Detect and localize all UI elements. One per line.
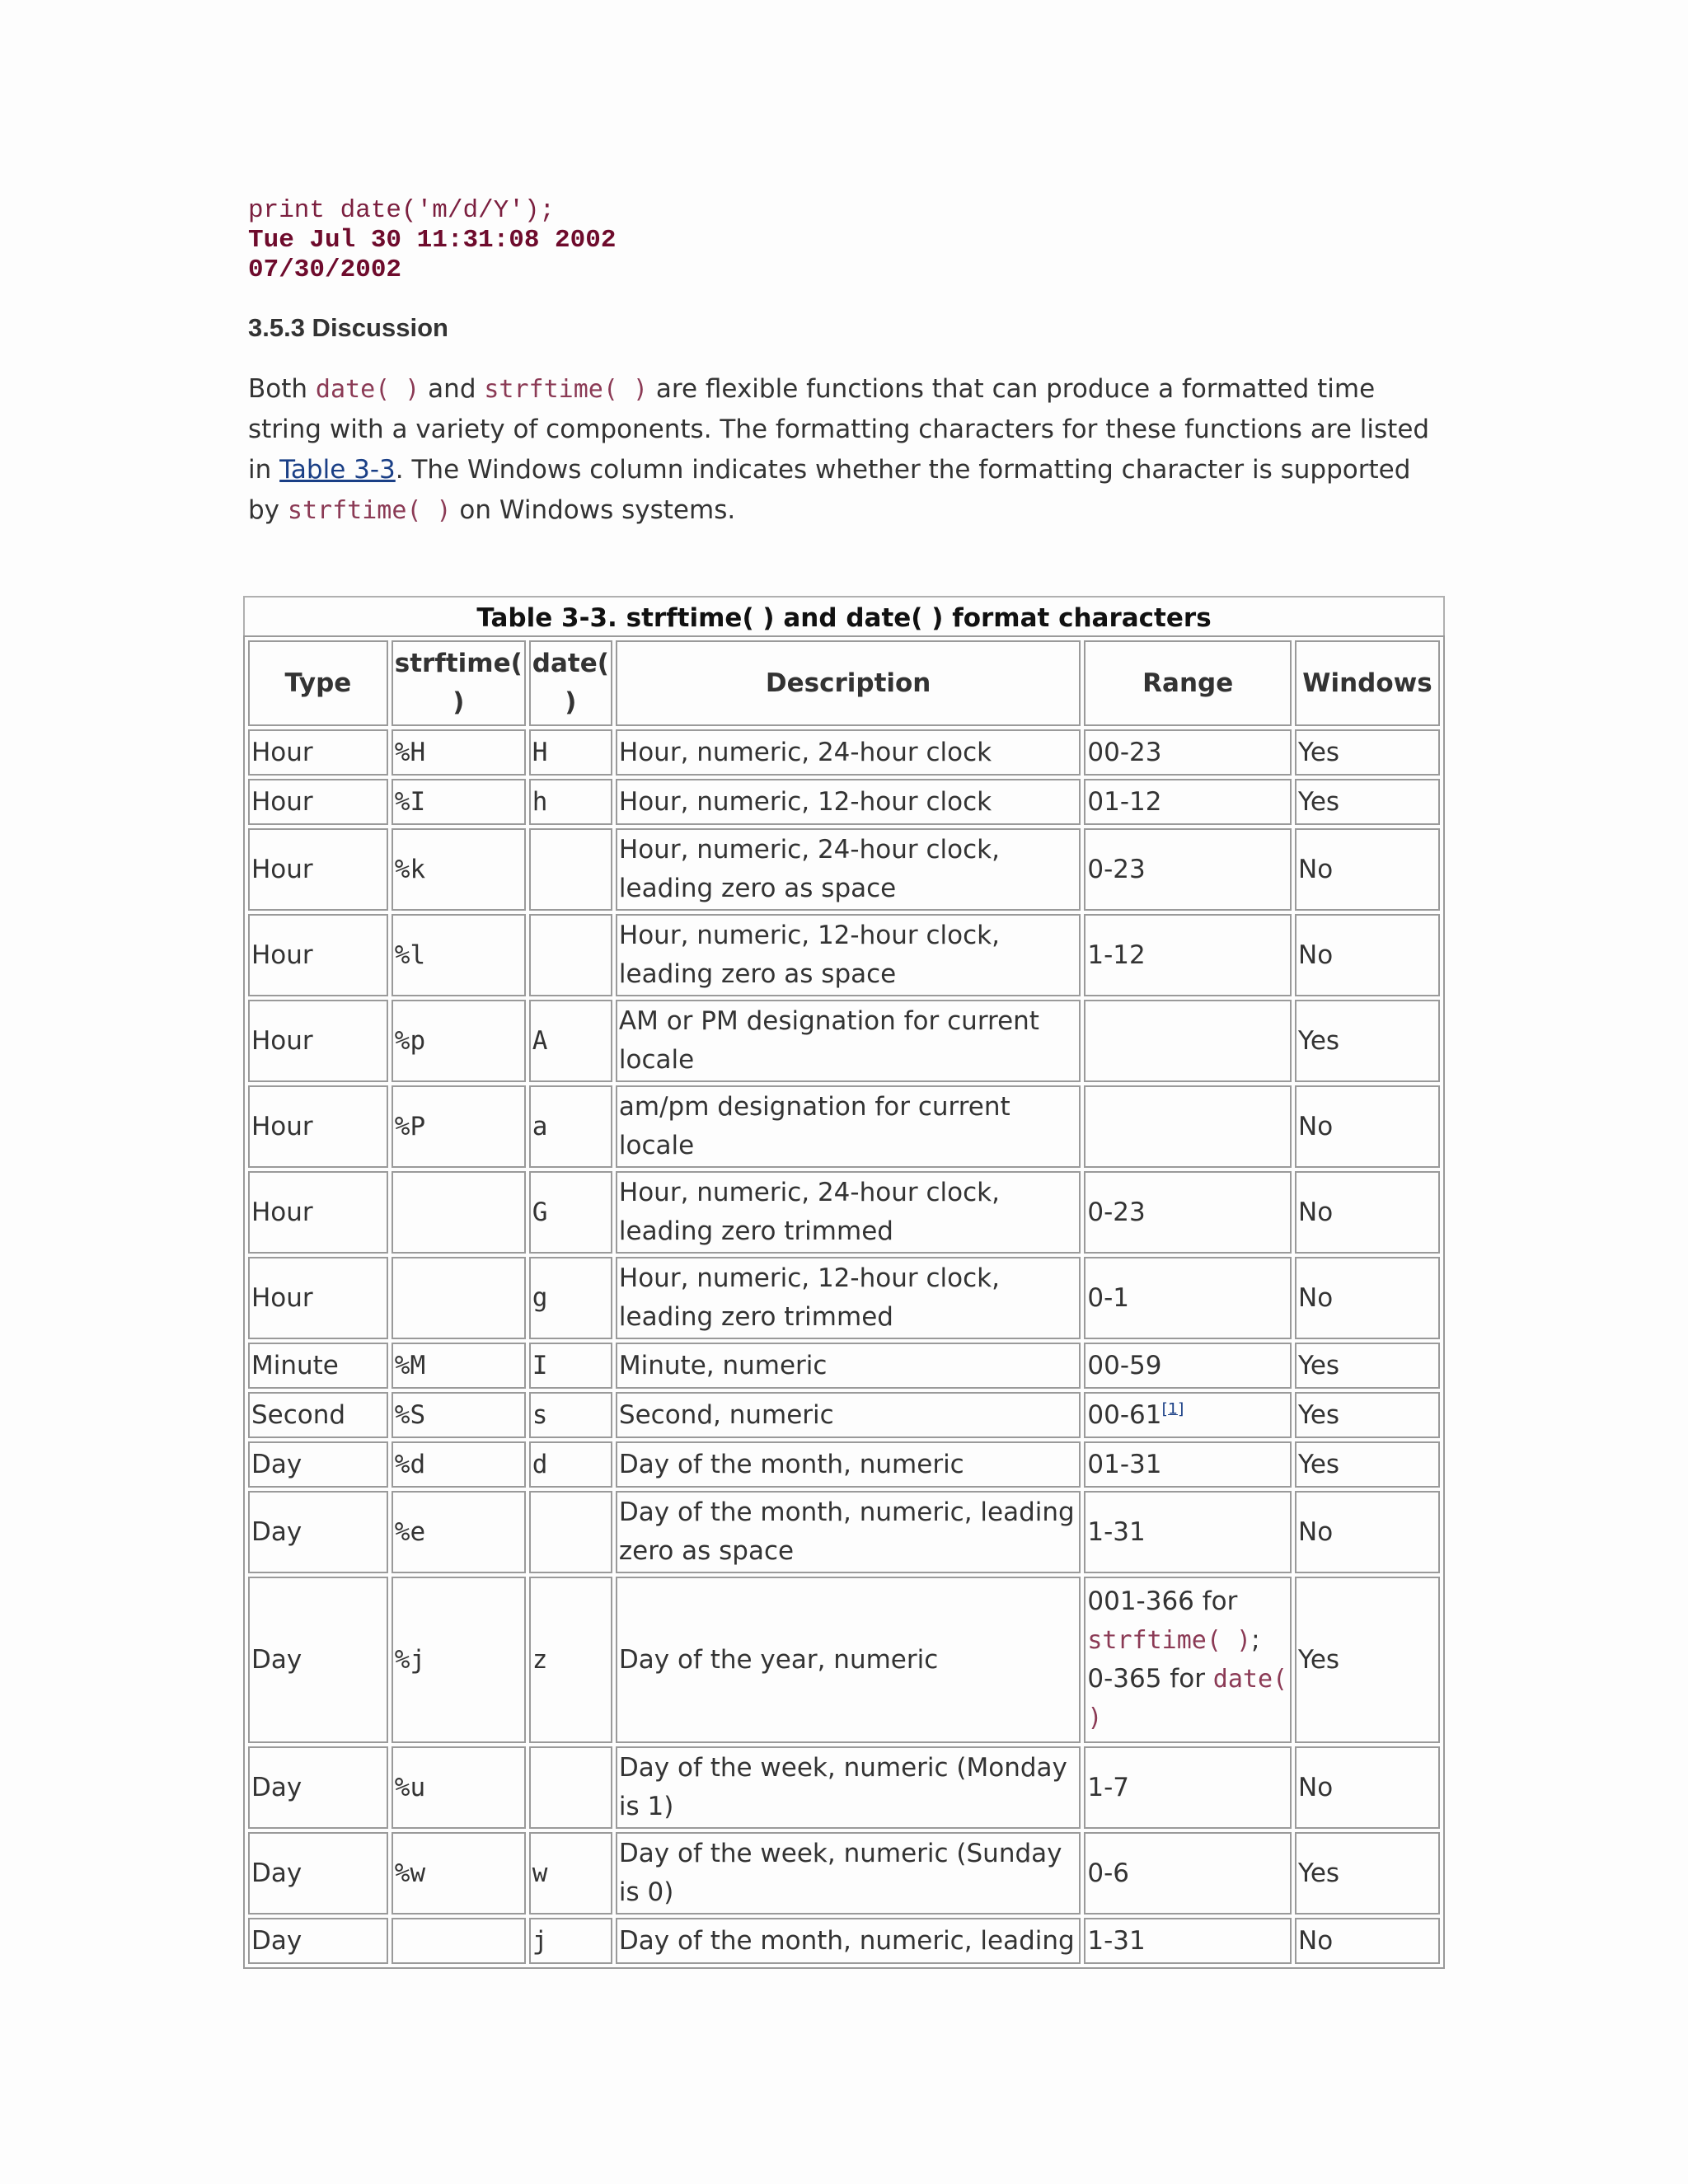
- paragraph-text: and: [420, 374, 485, 404]
- cell-range: [1084, 1746, 1292, 1829]
- cell-strftime: %H: [392, 729, 526, 776]
- cell-range: [1084, 914, 1292, 996]
- range-text: 0-6: [1087, 1858, 1130, 1888]
- cell-type: Day: [248, 1746, 388, 1829]
- paragraph-text: on Windows systems.: [451, 495, 736, 525]
- cell-windows: No: [1295, 1171, 1440, 1254]
- table-row: [248, 1000, 1440, 1082]
- cell-strftime: %M: [392, 1343, 526, 1389]
- table-reference-link[interactable]: Table 3-3: [279, 455, 396, 485]
- cell-type: Hour: [248, 914, 388, 996]
- cell-strftime: %p: [392, 1000, 526, 1082]
- cell-windows: No: [1295, 1918, 1440, 1964]
- table-row: [248, 1343, 1440, 1389]
- cell-description: Hour, numeric, 24-hour clock: [616, 729, 1081, 776]
- inline-code: date( ): [1087, 1665, 1288, 1732]
- footnote-marker: [1161, 1399, 1184, 1418]
- cell-type: Hour: [248, 1000, 388, 1082]
- column-header-date: date( ): [529, 640, 612, 726]
- column-header-strftime: strftime( ): [392, 640, 526, 726]
- range-text: ;: [1251, 1625, 1260, 1655]
- cell-windows: Yes: [1295, 1577, 1440, 1743]
- table-row: [248, 1577, 1440, 1743]
- cell-type: Day: [248, 1577, 388, 1743]
- range-text: 1-31: [1087, 1925, 1146, 1956]
- cell-windows: No: [1295, 914, 1440, 996]
- cell-strftime: %l: [392, 914, 526, 996]
- footnote-link[interactable]: [1]: [1161, 1399, 1184, 1418]
- cell-strftime: %P: [392, 1085, 526, 1168]
- inline-code: date( ): [315, 375, 420, 404]
- cell-description: Second, numeric: [616, 1392, 1081, 1438]
- cell-date: [529, 914, 612, 996]
- cell-windows: Yes: [1295, 1000, 1440, 1082]
- discussion-paragraph: [248, 369, 1443, 531]
- cell-date: [529, 1491, 612, 1573]
- range-text: 00-61: [1087, 1399, 1162, 1430]
- cell-type: Day: [248, 1832, 388, 1915]
- cell-windows: No: [1295, 1491, 1440, 1573]
- cell-description: Hour, numeric, 24-hour clock, leading zero as space: [616, 828, 1081, 911]
- cell-range: [1084, 1392, 1292, 1438]
- cell-strftime: %j: [392, 1577, 526, 1743]
- cell-date: g: [529, 1257, 612, 1339]
- table-row: [248, 779, 1440, 825]
- cell-windows: Yes: [1295, 1441, 1440, 1488]
- range-text: 0-365 for: [1087, 1664, 1213, 1694]
- cell-type: Hour: [248, 1085, 388, 1168]
- cell-range: [1084, 1171, 1292, 1254]
- range-text: 0-23: [1087, 1197, 1146, 1227]
- cell-type: Day: [248, 1918, 388, 1964]
- cell-type: Hour: [248, 1171, 388, 1254]
- cell-range: [1084, 729, 1292, 776]
- table-row: [248, 914, 1440, 996]
- table-row: [248, 1392, 1440, 1438]
- table-caption: Table 3-3. strftime( ) and date( ) format characters: [243, 596, 1445, 635]
- cell-strftime: %d: [392, 1441, 526, 1488]
- range-text: 01-31: [1087, 1449, 1162, 1479]
- cell-windows: No: [1295, 828, 1440, 911]
- cell-description: Minute, numeric: [616, 1343, 1081, 1389]
- cell-range: [1084, 1085, 1292, 1168]
- cell-date: j: [529, 1918, 612, 1964]
- cell-type: Hour: [248, 1257, 388, 1339]
- cell-type: Hour: [248, 729, 388, 776]
- cell-date: z: [529, 1577, 612, 1743]
- cell-windows: Yes: [1295, 779, 1440, 825]
- cell-type: Hour: [248, 779, 388, 825]
- table-row: [248, 1257, 1440, 1339]
- code-line: print date('m/d/Y');: [248, 196, 556, 225]
- range-text: 1-7: [1087, 1772, 1130, 1802]
- cell-windows: No: [1295, 1257, 1440, 1339]
- cell-type: Second: [248, 1392, 388, 1438]
- format-characters-table: [243, 596, 1445, 1969]
- page-content: [248, 196, 1445, 531]
- cell-description: AM or PM designation for current locale: [616, 1000, 1081, 1082]
- range-text: 0-1: [1087, 1282, 1130, 1313]
- table-row: [248, 1171, 1440, 1254]
- cell-date: A: [529, 1000, 612, 1082]
- column-header-description: Description: [616, 640, 1081, 726]
- cell-windows: Yes: [1295, 1343, 1440, 1389]
- cell-range: [1084, 1491, 1292, 1573]
- cell-description: Day of the month, numeric, leading zero as space: [616, 1491, 1081, 1573]
- cell-range: [1084, 1441, 1292, 1488]
- cell-date: H: [529, 729, 612, 776]
- range-text: 00-23: [1087, 737, 1162, 767]
- cell-type: Day: [248, 1441, 388, 1488]
- cell-type: Day: [248, 1491, 388, 1573]
- cell-date: a: [529, 1085, 612, 1168]
- paragraph-text: . The Windows column indicates whether the formatting character is supported by: [248, 455, 1411, 525]
- cell-windows: No: [1295, 1085, 1440, 1168]
- cell-windows: Yes: [1295, 1832, 1440, 1915]
- inline-code: strftime( ): [1087, 1626, 1252, 1655]
- cell-range: [1084, 779, 1292, 825]
- cell-range: [1084, 828, 1292, 911]
- cell-range: [1084, 1918, 1292, 1964]
- cell-strftime: %S: [392, 1392, 526, 1438]
- cell-range: [1084, 1343, 1292, 1389]
- cell-description: Day of the month, numeric, leading: [616, 1918, 1081, 1964]
- cell-date: [529, 828, 612, 911]
- cell-description: am/pm designation for current locale: [616, 1085, 1081, 1168]
- cell-strftime: %u: [392, 1746, 526, 1829]
- paragraph-text: Both: [248, 374, 316, 404]
- code-output-line: 07/30/2002: [248, 255, 402, 284]
- cell-strftime: %I: [392, 779, 526, 825]
- cell-strftime: %e: [392, 1491, 526, 1573]
- table-row: [248, 1746, 1440, 1829]
- cell-date: [529, 1746, 612, 1829]
- cell-range: [1084, 1257, 1292, 1339]
- cell-date: w: [529, 1832, 612, 1915]
- cell-range: [1084, 1577, 1292, 1743]
- cell-windows: Yes: [1295, 729, 1440, 776]
- paragraph-text: are flexible functions that can produce a formatted time string with a variety of components. The formatting characters for these functions are listed in: [248, 374, 1430, 485]
- range-text: 1-31: [1087, 1516, 1146, 1547]
- cell-date: I: [529, 1343, 612, 1389]
- table-row: [248, 1085, 1440, 1168]
- table-row: [248, 1441, 1440, 1488]
- cell-strftime: %w: [392, 1832, 526, 1915]
- range-text: 1-12: [1087, 940, 1146, 970]
- table-header-row: [248, 640, 1440, 726]
- range-text: 00-59: [1087, 1350, 1162, 1380]
- cell-description: Day of the week, numeric (Sunday is 0): [616, 1832, 1081, 1915]
- range-text: 0-23: [1087, 854, 1146, 884]
- table-row: [248, 1832, 1440, 1915]
- cell-strftime: [392, 1918, 526, 1964]
- cell-date: s: [529, 1392, 612, 1438]
- table-row: [248, 828, 1440, 911]
- cell-type: Minute: [248, 1343, 388, 1389]
- section-heading: 3.5.3 Discussion: [248, 313, 448, 342]
- cell-description: Hour, numeric, 24-hour clock, leading zero trimmed: [616, 1171, 1081, 1254]
- cell-date: G: [529, 1171, 612, 1254]
- cell-range: [1084, 1832, 1292, 1915]
- cell-date: d: [529, 1441, 612, 1488]
- column-header-range: Range: [1084, 640, 1292, 726]
- column-header-windows: Windows: [1295, 640, 1440, 726]
- cell-range: [1084, 1000, 1292, 1082]
- inline-code: strftime( ): [484, 375, 649, 404]
- table-row: [248, 1918, 1440, 1964]
- cell-description: Hour, numeric, 12-hour clock: [616, 779, 1081, 825]
- cell-description: Hour, numeric, 12-hour clock, leading zero trimmed: [616, 1257, 1081, 1339]
- range-text: 01-12: [1087, 786, 1162, 817]
- inline-code: strftime( ): [287, 496, 452, 525]
- cell-strftime: %k: [392, 828, 526, 911]
- cell-strftime: [392, 1257, 526, 1339]
- cell-strftime: [392, 1171, 526, 1254]
- cell-description: Day of the year, numeric: [616, 1577, 1081, 1743]
- cell-type: Hour: [248, 828, 388, 911]
- cell-description: Hour, numeric, 12-hour clock, leading zero as space: [616, 914, 1081, 996]
- table-row: [248, 729, 1440, 776]
- range-text: 001-366 for: [1087, 1586, 1238, 1616]
- cell-description: Day of the week, numeric (Monday is 1): [616, 1746, 1081, 1829]
- column-header-type: Type: [248, 640, 388, 726]
- cell-windows: No: [1295, 1746, 1440, 1829]
- cell-description: Day of the month, numeric: [616, 1441, 1081, 1488]
- cell-date: h: [529, 779, 612, 825]
- cell-windows: Yes: [1295, 1392, 1440, 1438]
- table-row: [248, 1491, 1440, 1573]
- code-output-line: Tue Jul 30 11:31:08 2002: [248, 226, 617, 255]
- code-example: [248, 196, 1445, 285]
